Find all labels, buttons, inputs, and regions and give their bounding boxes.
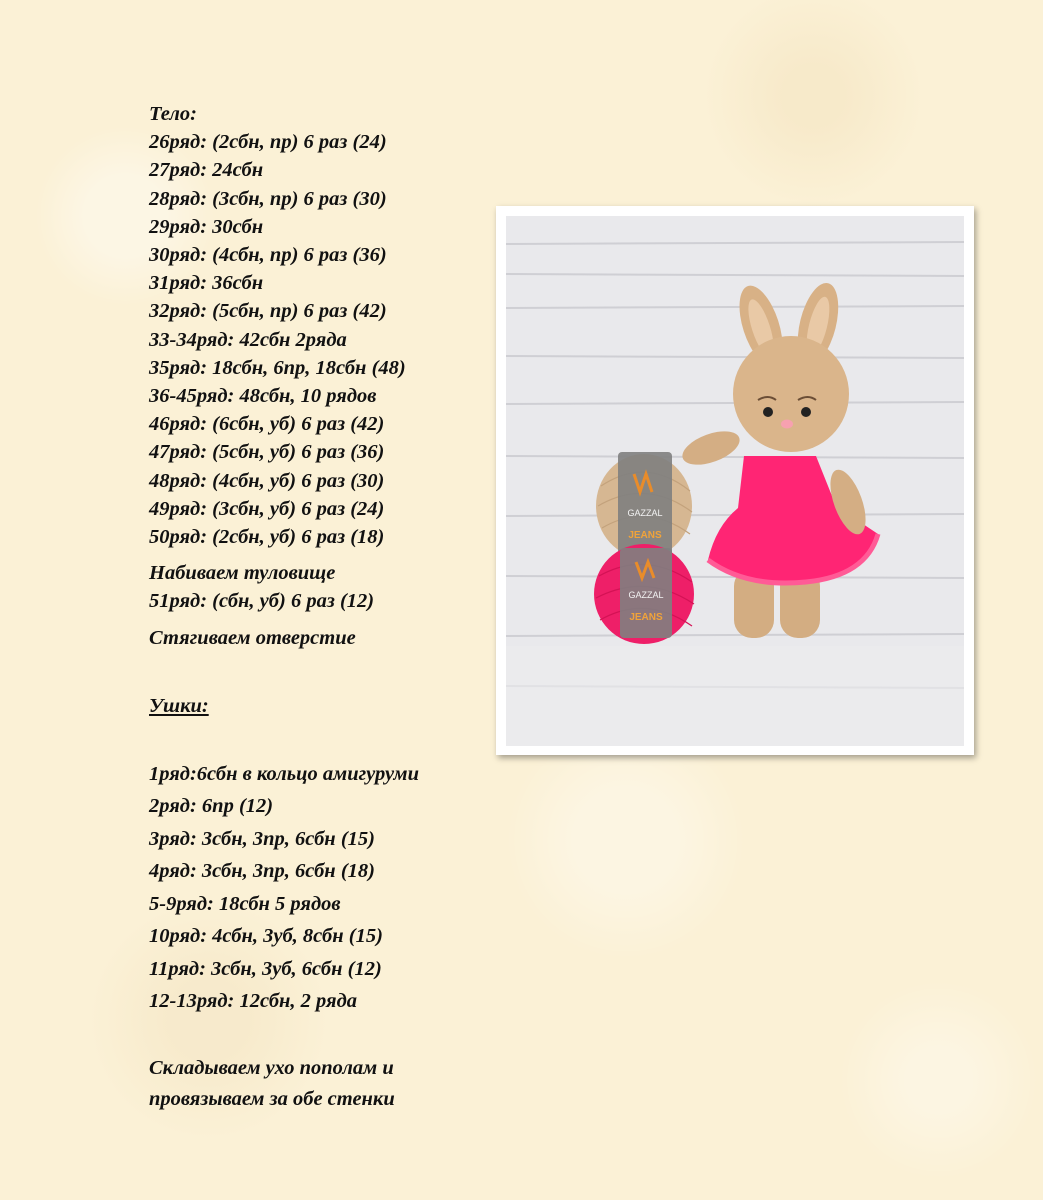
row-text: 36-45ряд: 48сбн, 10 рядов bbox=[149, 385, 377, 408]
close-note: Стягиваем отверстие bbox=[149, 626, 356, 649]
stuffing-note: Набиваем туловище bbox=[149, 562, 336, 585]
row-text: 2ряд: 6пр (12) bbox=[149, 795, 274, 818]
row-text: 51ряд: (сбн, уб) 6 раз (12) bbox=[149, 590, 375, 613]
row-text: 1ряд:6сбн в кольцо амигуруми bbox=[149, 763, 420, 786]
row-text: 28ряд: (3сбн, пр) 6 раз (30) bbox=[149, 187, 387, 210]
row-text: 4ряд: 3сбн, 3пр, 6сбн (18) bbox=[149, 860, 375, 883]
row-text: 3ряд: 3сбн, 3пр, 6сбн (15) bbox=[149, 827, 375, 850]
row-text: 11ряд: 3сбн, 3уб, 6сбн (12) bbox=[149, 957, 382, 980]
row-text: 46ряд: (6сбн, уб) 6 раз (42) bbox=[149, 413, 385, 436]
row-text: 33-34ряд: 42сбн 2ряда bbox=[149, 328, 347, 351]
ears-heading: Ушки: bbox=[149, 694, 209, 717]
row-text: 48ряд: (4сбн, уб) 6 раз (30) bbox=[149, 469, 385, 492]
row-text: 49ряд: (3сбн, уб) 6 раз (24) bbox=[149, 497, 385, 520]
row-text: 32ряд: (5сбн, пр) 6 раз (42) bbox=[149, 300, 387, 323]
body-section bbox=[149, 100, 489, 652]
row-text: 5-9ряд: 18сбн 5 рядов bbox=[149, 892, 341, 915]
row-text: 47ряд: (5сбн, уб) 6 раз (36) bbox=[149, 441, 385, 464]
body-heading: Тело: bbox=[149, 103, 197, 125]
ears-section bbox=[149, 692, 489, 1115]
row-text: 29ряд: 30сбн bbox=[149, 215, 264, 238]
row-text: 27ряд: 24сбн bbox=[149, 159, 264, 182]
yarn-line-label: JEANS bbox=[629, 612, 663, 623]
yarn-brand-label: GAZZAL bbox=[628, 590, 664, 600]
photo-frame bbox=[496, 206, 974, 755]
row-text: 30ряд: (4сбн, пр) 6 раз (36) bbox=[149, 244, 387, 267]
bunny-illustration bbox=[506, 216, 964, 746]
row-text: 50ряд: (2сбн, уб) 6 раз (18) bbox=[149, 526, 385, 549]
yarn-brand-label: GAZZAL bbox=[627, 508, 663, 518]
final-note: Складываем ухо пополам и bbox=[149, 1057, 394, 1080]
final-note: провязываем за обе стенки bbox=[149, 1088, 395, 1111]
yarn-pink bbox=[594, 544, 694, 644]
pattern-text bbox=[149, 100, 489, 1115]
row-text: 10ряд: 4сбн, 3уб, 8сбн (15) bbox=[149, 925, 383, 948]
bunny-photo bbox=[506, 216, 964, 746]
row-text: 31ряд: 36сбн bbox=[149, 272, 264, 295]
row-text: 35ряд: 18сбн, 6пр, 18сбн (48) bbox=[149, 356, 406, 379]
row-text: 12-13ряд: 12сбн, 2 ряда bbox=[149, 989, 358, 1012]
yarn-line-label: JEANS bbox=[628, 530, 662, 541]
row-text: 26ряд: (2сбн, пр) 6 раз (24) bbox=[149, 131, 387, 154]
